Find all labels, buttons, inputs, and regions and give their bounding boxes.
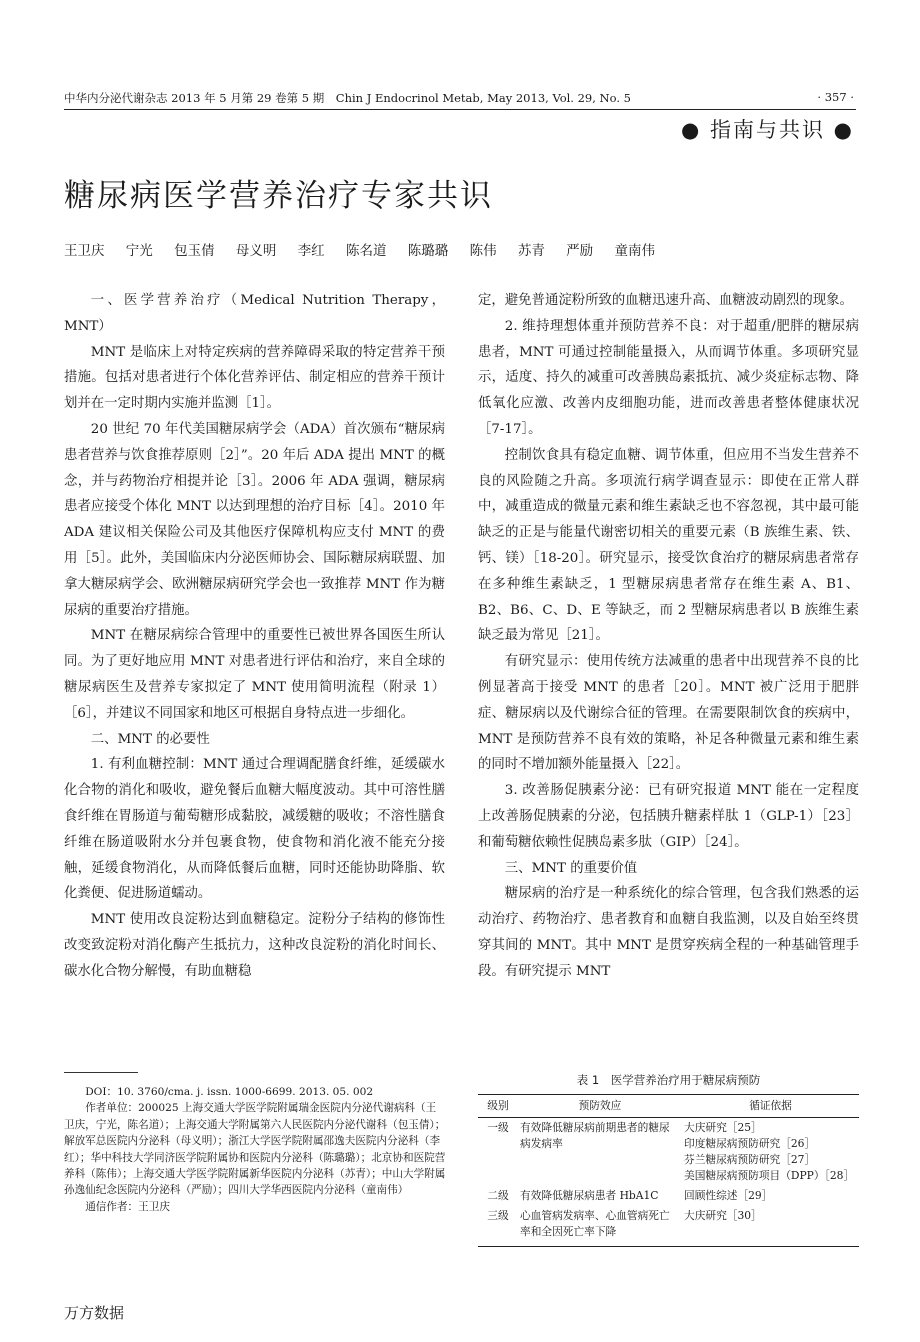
table-cell-evidence: [682, 1118, 859, 1187]
corresponding-author: 通信作者：王卫庆: [85, 1200, 170, 1213]
author: 童南伟: [614, 243, 655, 259]
footnote: [64, 1084, 446, 1215]
table-cell-level: 二级: [487, 1189, 509, 1202]
table-header: 预防效应: [518, 1095, 682, 1118]
table-row: [478, 1186, 859, 1206]
author: 李红: [297, 243, 325, 259]
affiliations: 作者单位：200025 上海交通大学医学院附属瑞金医院内分泌代谢病科（王卫庆，宁光，陈名道）；上海交通大学附属第六人民医院内分泌代谢科（包玉倩）；解放军总医院内分泌科（母义明）；浙江大学医学院附属邵逸夫医院内分泌科（李红）；华中科技大学同济医学院附属协和医院内分泌科（陈璐璐）；北京协和医院营养科（陈伟）；上海交通大学医学院附属新华医院内分泌科（苏青）；中山大学附属孙逸仙纪念医院内分泌科（严励）；四川大学华西医院内分泌科（童南伟）: [64, 1102, 446, 1197]
table-cell-effect: 心血管病发病率、心血管病死亡率和全因死亡率下降: [518, 1206, 682, 1247]
watermark: 万方数据: [64, 1304, 125, 1322]
author: 陈伟: [469, 243, 497, 259]
doi: DOI：10. 3760/cma. j. issn. 1000-6699. 2013. 05. 002: [85, 1086, 374, 1098]
table-header: 级别: [478, 1095, 518, 1118]
paragraph: 20 世纪 70 年代美国糖尿病学会（ADA）首次颁布“糖尿病患者营养与饮食推荐原则［2］”。20 年后 ADA 提出 MNT 的概念，并与药物治疗相提并论［3］。2006 年 ADA 强调，糖尿病患者应接受个体化 MNT 以达到理想的治疗目标［4］。2010 年 ADA 建议相关保险公司及其他医疗保障机构应支付 MNT 的费用［5］。此外，美国临床内分泌医师协会、国际糖尿病联盟、加拿大糖尿病学会、欧洲糖尿病研究学会也一致推荐 MNT 作为糖尿病的重要治疗措施。: [64, 421, 445, 618]
evidence-item: 美国糖尿病预防项目（DPP）［28］: [684, 1169, 855, 1182]
author: 王卫庆: [64, 243, 105, 259]
author: 母义明: [235, 243, 277, 259]
table-cell-evidence: [682, 1186, 859, 1206]
author: 陈璐璐: [407, 243, 449, 259]
paragraph-continued: 定，避免普通淀粉所致的血糖迅速升高、血糖波动剧烈的现象。: [478, 293, 853, 308]
evidence-item: 大庆研究［25］: [684, 1121, 762, 1134]
evidence-item: 回顾性综述［29］: [684, 1189, 773, 1202]
table-cell-level: 一级: [487, 1121, 509, 1134]
table-cell-evidence: [682, 1206, 859, 1247]
paragraph: 3. 改善肠促胰素分泌：已有研究报道 MNT 能在一定程度上改善肠促胰素的分泌，包括胰升糖素样肽 1（GLP-1）［23］和葡萄糖依赖性促胰岛素多肽（GIP）［24］。: [478, 783, 859, 850]
author-list: [64, 239, 824, 259]
table-row: [478, 1118, 859, 1187]
table-cell-level: 三级: [478, 1206, 518, 1247]
paragraph: 2. 维持理想体重并预防营养不良：对于超重/肥胖的糖尿病患者，MNT 可通过控制能量摄入，从而调节体重。多项研究显示，适度、持久的减重可改善胰岛素抵抗、减少炎症标志物、降低氧化应激、改善内皮细胞功能，进而改善患者整体健康状况［7-17］。: [478, 318, 859, 437]
page-number: · 357 ·: [817, 90, 854, 104]
author: 包玉倩: [174, 243, 215, 259]
heading-necessity: 二、MNT 的必要性: [90, 731, 210, 747]
table-cell-effect: 有效降低糖尿病患者 HbA1C: [520, 1189, 659, 1202]
paragraph: MNT 在糖尿病综合管理中的重要性已被世界各国医生所认同。为了更好地应用 MNT 对患者进行评估和治疗，来自全球的糖尿病医生及营养专家拟定了 MNT 使用简明流程（附录 1）［6］，并建议不同国家和地区可根据自身特点进一步细化。: [64, 628, 445, 721]
evidence-item: 芬兰糖尿病预防研究［27］: [684, 1153, 816, 1166]
author: 苏青: [517, 243, 545, 259]
table-caption: 表 1 医学营养治疗用于糖尿病预防: [576, 1073, 761, 1087]
footnote-rule: [64, 1072, 138, 1073]
table-cell-effect: 有效降低糖尿病前期患者的糖尿病发病率: [520, 1121, 670, 1150]
paragraph: 1. 有利血糖控制：MNT 通过合理调配膳食纤维，延缓碳水化合物的消化和吸收，避免餐后血糖大幅度波动。其中可溶性膳食纤维在胃肠道与葡萄糖形成黏胶，减缓糖的吸收；不溶性膳食纤维在肠道吸附水分并包裹食物，使食物和消化液不能充分接触，延缓食物消化，从而降低餐后血糖，同时还能协助降脂、软化粪便、促进肠道蠕动。: [64, 757, 445, 902]
left-column: [64, 288, 445, 985]
heading-mnt: 一、医学营养治疗（Medical Nutrition Therapy，MNT）: [64, 293, 445, 334]
paragraph: MNT 使用改良淀粉达到血糖稳定。淀粉分子结构的修饰性改变致淀粉对消化酶产生抵抗力，这种改良淀粉的消化时间长、碳水化合物分解慢，有助血糖稳: [64, 912, 445, 979]
article-title: 糖尿病医学营养治疗专家共识: [64, 178, 493, 214]
table-header: 循证依据: [682, 1095, 859, 1118]
paragraph: 控制饮食具有稳定血糖、调节体重，但应用不当发生营养不良的风险随之升高。多项流行病学调查显示：即使在正常人群中，减重造成的微量元素和维生素缺乏也不容忽视，其中最可能缺乏的正是与能量代谢密切相关的重要元素（B 族维生素、铁、钙、镁）［18-20］。研究显示，接受饮食治疗的糖尿病患者常存在多种维生素缺乏，1 型糖尿病患者常存在维生素 A、B1、B2、B6、C、D、E 等缺乏，而 2 型糖尿病患者以 B 族维生素缺乏最为常见［21］。: [478, 447, 859, 644]
table-row: [478, 1206, 859, 1247]
heading-value: 三、MNT 的重要价值: [504, 860, 638, 876]
evidence-item: 大庆研究［30］: [684, 1209, 762, 1222]
author: 陈名道: [345, 243, 387, 259]
author: 严励: [566, 243, 594, 259]
paragraph: 糖尿病的治疗是一种系统化的综合管理，包含我们熟悉的运动治疗、药物治疗、患者教育和血糖自我监测，以及自始至终贯穿其间的 MNT。其中 MNT 是贯穿疾病全程的一种基础管理手段。有研究提示 MNT: [478, 886, 859, 979]
prevention-table: [478, 1094, 859, 1247]
section-label: ● 指南与共识 ●: [681, 118, 854, 142]
table-header-row: [478, 1095, 859, 1118]
right-column: [478, 288, 859, 985]
header-rule: [64, 109, 856, 110]
evidence-item: 印度糖尿病预防研究［26］: [684, 1137, 816, 1150]
author: 宁光: [125, 243, 153, 259]
paragraph: MNT 是临床上对特定疾病的营养障碍采取的特定营养干预措施。包括对患者进行个体化营养评估、制定相应的营养干预计划并在一定时期内实施并监测［1］。: [64, 344, 445, 412]
journal-header: 中华内分泌代谢杂志 2013 年 5 月第 29 卷第 5 期 Chin J Endocrinol Metab, May 2013, Vol. 29, No. 5: [64, 91, 631, 105]
paragraph: 有研究显示：使用传统方法减重的患者中出现营养不良的比例显著高于接受 MNT 的患者［20］。MNT 被广泛用于肥胖症、糖尿病以及代谢综合征的管理。在需要限制饮食的疾病中，MNT 是预防营养不良有效的策略，补足各种微量元素和维生素的同时不增加额外能量摄入［22］。: [478, 654, 859, 773]
